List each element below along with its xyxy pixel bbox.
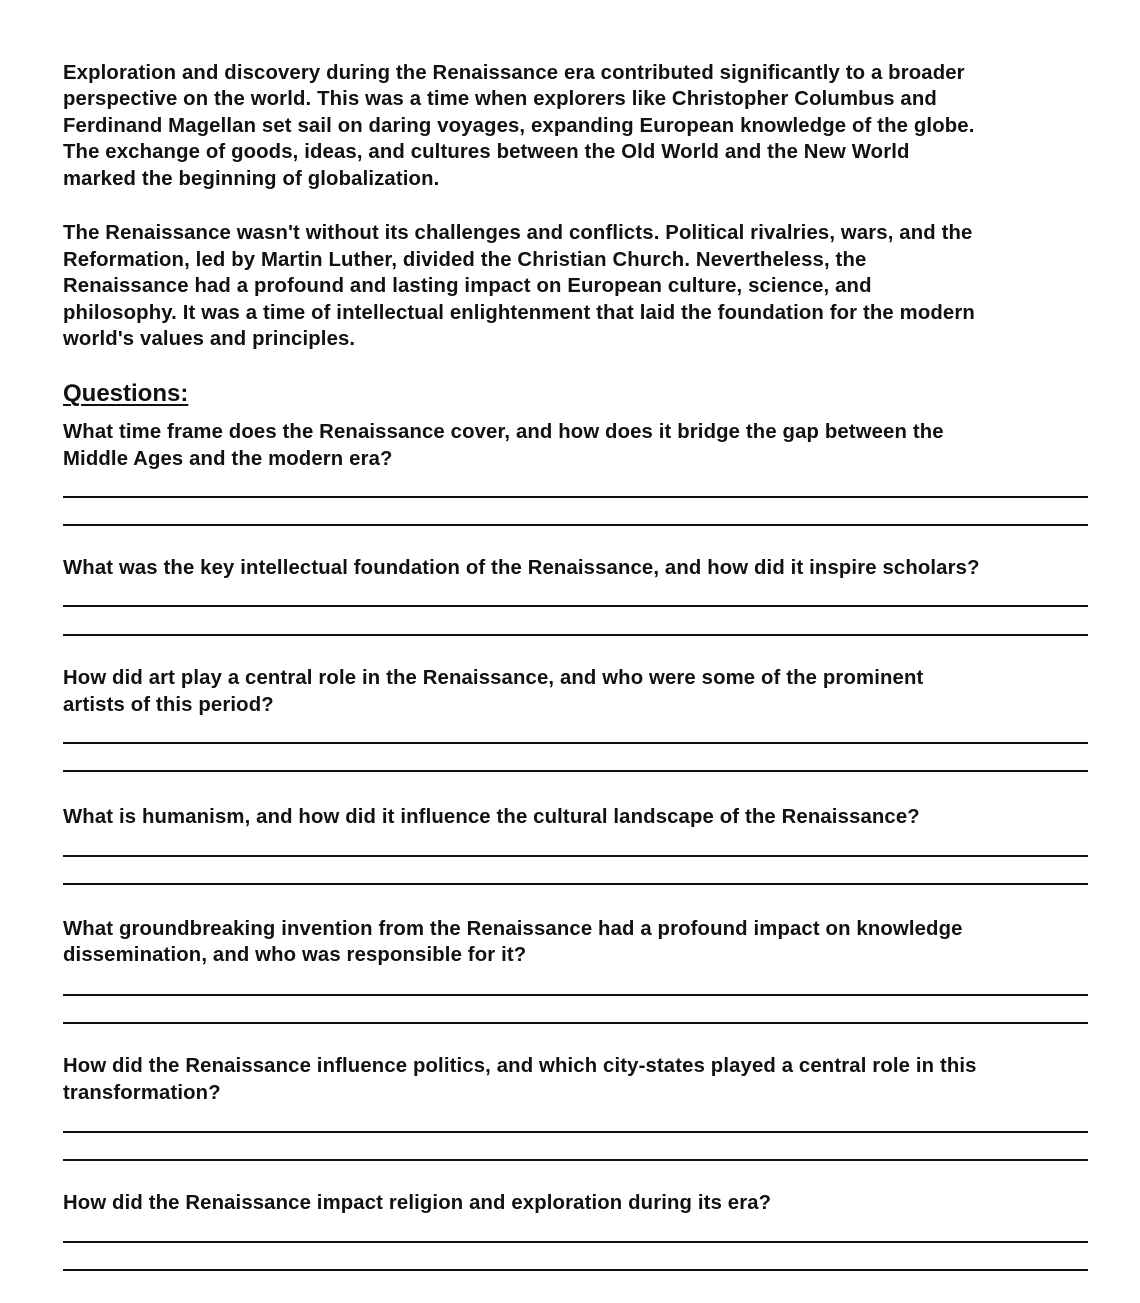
text-line: philosophy. It was a time of intellectual enlightenment that laid the foundation for the modern	[63, 302, 975, 324]
question-text: What is humanism, and how did it influence the cultural landscape of the Renaissance?	[63, 806, 920, 828]
answer-line[interactable]	[63, 496, 1088, 498]
answer-line[interactable]	[63, 1159, 1088, 1161]
answer-line[interactable]	[63, 994, 1088, 996]
answer-line[interactable]	[63, 770, 1088, 772]
text-line: Exploration and discovery during the Renaissance era contributed significantly to a broader	[63, 62, 965, 84]
answer-line[interactable]	[63, 855, 1088, 857]
answer-line[interactable]	[63, 1269, 1088, 1271]
answer-line[interactable]	[63, 1241, 1088, 1243]
text-line: Ferdinand Magellan set sail on daring voyages, expanding European knowledge of the globe.	[63, 115, 975, 137]
answer-line[interactable]	[63, 1131, 1088, 1133]
text-line: world's values and principles.	[63, 328, 356, 350]
text-line: marked the beginning of globalization.	[63, 168, 440, 190]
answer-line[interactable]	[63, 742, 1088, 744]
text-line: perspective on the world. This was a time when explorers like Christopher Columbus and	[63, 88, 937, 110]
text-line: Reformation, led by Martin Luther, divided the Christian Church. Nevertheless, the	[63, 249, 867, 271]
question-text: What time frame does the Renaissance cover, and how does it bridge the gap between the	[63, 421, 944, 443]
question-text: artists of this period?	[63, 694, 274, 716]
question-text: dissemination, and who was responsible for it?	[63, 944, 527, 966]
text-line: The exchange of goods, ideas, and cultures between the Old World and the New World	[63, 141, 910, 163]
text-line: The Renaissance wasn't without its challenges and conflicts. Political rivalries, wars, and the	[63, 222, 973, 244]
question-text: What was the key intellectual foundation of the Renaissance, and how did it inspire scholars?	[63, 557, 980, 579]
question-text: Middle Ages and the modern era?	[63, 448, 393, 470]
answer-line[interactable]	[63, 634, 1088, 636]
answer-line[interactable]	[63, 605, 1088, 607]
question-text: transformation?	[63, 1082, 221, 1104]
answer-line[interactable]	[63, 524, 1088, 526]
question-text: How did art play a central role in the Renaissance, and who were some of the prominent	[63, 667, 924, 689]
text-line: Renaissance had a profound and lasting impact on European culture, science, and	[63, 275, 872, 297]
answer-line[interactable]	[63, 1022, 1088, 1024]
question-text: How did the Renaissance impact religion and exploration during its era?	[63, 1192, 772, 1214]
questions-heading: Questions:	[63, 380, 189, 407]
question-text: How did the Renaissance influence politics, and which city-states played a central role in this	[63, 1055, 977, 1077]
answer-line[interactable]	[63, 883, 1088, 885]
question-text: What groundbreaking invention from the Renaissance had a profound impact on knowledge	[63, 918, 963, 940]
